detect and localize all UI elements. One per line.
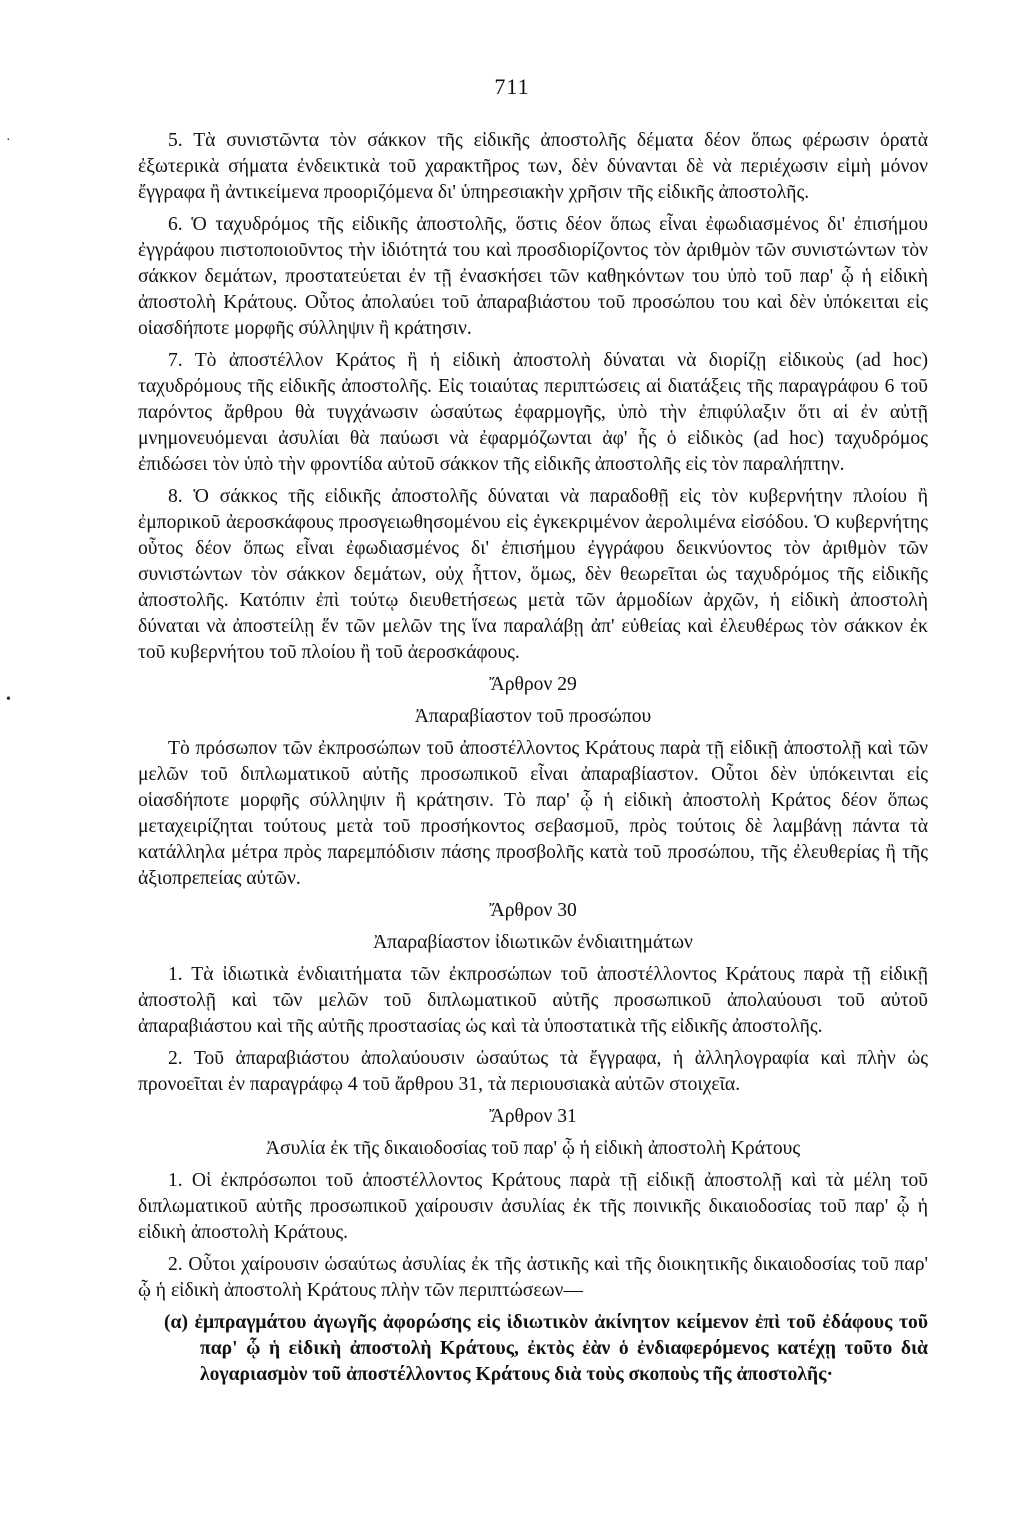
article-29-body: Τὸ πρόσωπον τῶν ἐκπροσώπων τοῦ ἀποστέλλοντος Κράτους παρὰ τῇ εἰδικῇ ἀποστολῇ καὶ τῶν μελῶν τοῦ διπλωματικοῦ αὐτῆς προσωπικοῦ εἶναι ἀπαραβίαστον. Οὗτοι δὲν ὑπόκεινται εἰς οἱασδήποτε μορφῆς σύλληψιν ἢ κράτησιν. Τὸ παρ' ᾧ ἡ εἰδικὴ ἀποστολὴ Κράτος δέον ὅπως μεταχειρίζηται τούτους μετὰ τοῦ προσήκοντος σεβασμοῦ, πρὸς τούτοις δὲ λαμβάνῃ πάντα τὰ κατάλληλα μέτρα πρὸς παρεμπόδισιν πάσης προσβολῆς κατὰ τοῦ προσώπου, τῆς ἐλευθερίας ἢ τῆς ἀξιοπρεπείας αὐτῶν.	[138, 738, 928, 889]
article-30-paragraph-2: 2. Τοῦ ἀπαραβιάστου ἀπολαύουσιν ὡσαύτως τὰ ἔγγραφα, ἡ ἀλληλογραφία καὶ πλὴν ὡς προνοεῖται ἐν παραγράφῳ 4 τοῦ ἄρθρου 31, τὰ περιουσιακὰ αὐτῶν στοιχεῖα.	[138, 1048, 928, 1095]
margin-mark-top: ·	[6, 133, 11, 148]
article-30-number: Ἄρθρον 30	[489, 900, 577, 921]
article-30-paragraph-1: 1. Τὰ ἰδιωτικὰ ἐνδιαιτήματα τῶν ἐκπροσώπων τοῦ ἀποστέλλοντος Κράτους παρὰ τῇ εἰδικῇ ἀποστολῇ καὶ τῶν μελῶν τοῦ διπλωματικοῦ αὐτῆς προσωπικοῦ ἀπολαύουσι τοῦ αὐτοῦ ἀπαραβιάστου καὶ τῆς αὐτῆς προστασίας ὡς καὶ τὰ ὑποστατικὰ τῆς εἰδικῆς ἀποστολῆς.	[138, 964, 928, 1037]
article-29-title: Ἀπαραβίαστον τοῦ προσώπου	[414, 706, 652, 727]
paragraph-8: 8. Ὁ σάκκος τῆς εἰδικῆς ἀποστολῆς δύναται νὰ παραδοθῇ εἰς τὸν κυβερνήτην πλοίου ἢ ἐμπορικοῦ ἀεροσκάφους προσγειωθησομένου εἰς ἐγκεκριμένον ἀερολιμένα εἰσόδου. Ὁ κυβερνήτης οὗτος δέον ὅπως εἶναι ἐφωδιασμένος δι' ἐπισήμου ἐγγράφου δεικνύοντος τὸν ἀριθμὸν τῶν συνιστώντων τὸν σάκκον δεμάτων, οὐχ ἧττον, ὅμως, δὲν θεωρεῖται ὡς ταχυδρόμος τῆς εἰδικῆς ἀποστολῆς. Κατόπιν ἐπὶ τούτῳ διευθετήσεως μετὰ τῶν ἁρμοδίων ἀρχῶν, ἡ εἰδικὴ ἀποστολὴ δύναται νὰ ἀποστείλῃ ἕν τῶν μελῶν της ἵνα παραλάβῃ ἀπ' εὐθείας καὶ ἐλευθέρως τὸν σάκκον ἐκ τοῦ κυβερνήτου τοῦ πλοίου ἢ τοῦ ἀεροσκάφους.	[138, 486, 928, 663]
text-column	[138, 128, 928, 1388]
article-29-number: Ἄρθρον 29	[489, 674, 577, 695]
article-31-paragraph-1: 1. Οἱ ἐκπρόσωποι τοῦ ἀποστέλλοντος Κράτους παρὰ τῇ εἰδικῇ ἀποστολῇ καὶ τὰ μέλη τοῦ διπλωματικοῦ αὐτῆς προσωπικοῦ χαίρουσιν ἀσυλίας ἐκ τῆς ποινικῆς δικαιοδοσίας τοῦ παρ' ᾧ ἡ εἰδικὴ ἀποστολὴ Κράτους.	[138, 1170, 928, 1243]
article-30-title: Ἀπαραβίαστον ἰδιωτικῶν ἐνδιαιτημάτων	[373, 932, 693, 953]
paragraph-6: 6. Ὁ ταχυδρόμος τῆς εἰδικῆς ἀποστολῆς, ὅστις δέον ὅπως εἶναι ἐφωδιασμένος δι' ἐπισήμου ἐγγράφου πιστοποιοῦντος τὴν ἰδιότητά του καὶ προσδιορίζοντος τὸν ἀριθμὸν τῶν συνιστώντων τὸν σάκκον δεμάτων, προστατεύεται ἐν τῇ ἐνασκήσει τῶν καθηκόντων του ὑπὸ τοῦ παρ' ᾧ ἡ εἰδικὴ ἀποστολὴ Κράτους. Οὗτος ἀπολαύει τοῦ ἀπαραβιάστου τοῦ προσώπου του καὶ δὲν ὑπόκειται εἰς οἱασδήποτε μορφῆς σύλληψιν ἢ κράτησιν.	[138, 214, 928, 339]
article-31-paragraph-2: 2. Οὗτοι χαίρουσιν ὡσαύτως ἀσυλίας ἐκ τῆς ἀστικῆς καὶ τῆς διοικητικῆς δικαιοδοσίας τοῦ παρ' ᾧ ἡ εἰδικὴ ἀποστολὴ Κράτους πλὴν τῶν περιπτώσεων—	[138, 1254, 928, 1301]
paragraph-5: 5. Τὰ συνιστῶντα τὸν σάκκον τῆς εἰδικῆς ἀποστολῆς δέματα δέον ὅπως φέρωσιν ὁρατὰ ἐξωτερικὰ σήματα ἐνδεικτικὰ τοῦ χαρακτῆρος των, δὲν δύνανται δὲ νὰ περιέχωσιν εἰμὴ μόνον ἔγγραφα ἢ ἀντικείμενα προοριζόμενα δι' ὑπηρεσιακὴν χρῆσιν τῆς εἰδικῆς ἀποστολῆς.	[138, 130, 928, 203]
article-31-number: Ἄρθρον 31	[489, 1106, 577, 1127]
page-number: 711	[494, 74, 530, 99]
article-31-title: Ἀσυλία ἐκ τῆς δικαιοδοσίας τοῦ παρ' ᾧ ἡ εἰδικὴ ἀποστολὴ Κράτους	[265, 1138, 801, 1159]
paragraph-7: 7. Τὸ ἀποστέλλον Κράτος ἢ ἡ εἰδικὴ ἀποστολὴ δύναται νὰ διορίζῃ εἰδικοὺς (ad hoc) ταχυδρόμους τῆς εἰδικῆς ἀποστολῆς. Εἰς τοιαύτας περιπτώσεις αἱ διατάξεις τῆς παραγράφου 6 τοῦ παρόντος ἄρθρου θὰ τυγχάνωσιν ὡσαύτως ἐφαρμογῆς, ὑπὸ τὴν ἐπιφύλαξιν ὅτι αἱ ἐν αὐτῇ μνημονευόμεναι ἀσυλίαι θὰ παύωσι νὰ ἐφαρμόζωνται ἀφ' ἧς ὁ εἰδικὸς (ad hoc) ταχυδρόμος ἐπιδώσει τὸν ὑπὸ τὴν φροντίδα αὐτοῦ σάκκον τῆς εἰδικῆς ἀποστολῆς εἰς τὸν παραλήπτην.	[138, 350, 928, 475]
margin-mark-middle: •	[6, 692, 11, 707]
article-31-item-a: (α) ἐμπραγμάτου ἀγωγῆς ἀφορώσης εἰς ἰδιωτικὸν ἀκίνητον κείμενον ἐπὶ τοῦ ἐδάφους τοῦ παρ' ᾧ ἡ εἰδικὴ ἀποστολὴ Κράτους, ἐκτὸς ἐὰν ὁ ἐνδιαφερόμενος κατέχῃ τοῦτο διὰ λογαριασμὸν τοῦ ἀποστέλλοντος Κράτους διὰ τοὺς σκοποὺς τῆς ἀποστολῆς·	[164, 1312, 928, 1385]
